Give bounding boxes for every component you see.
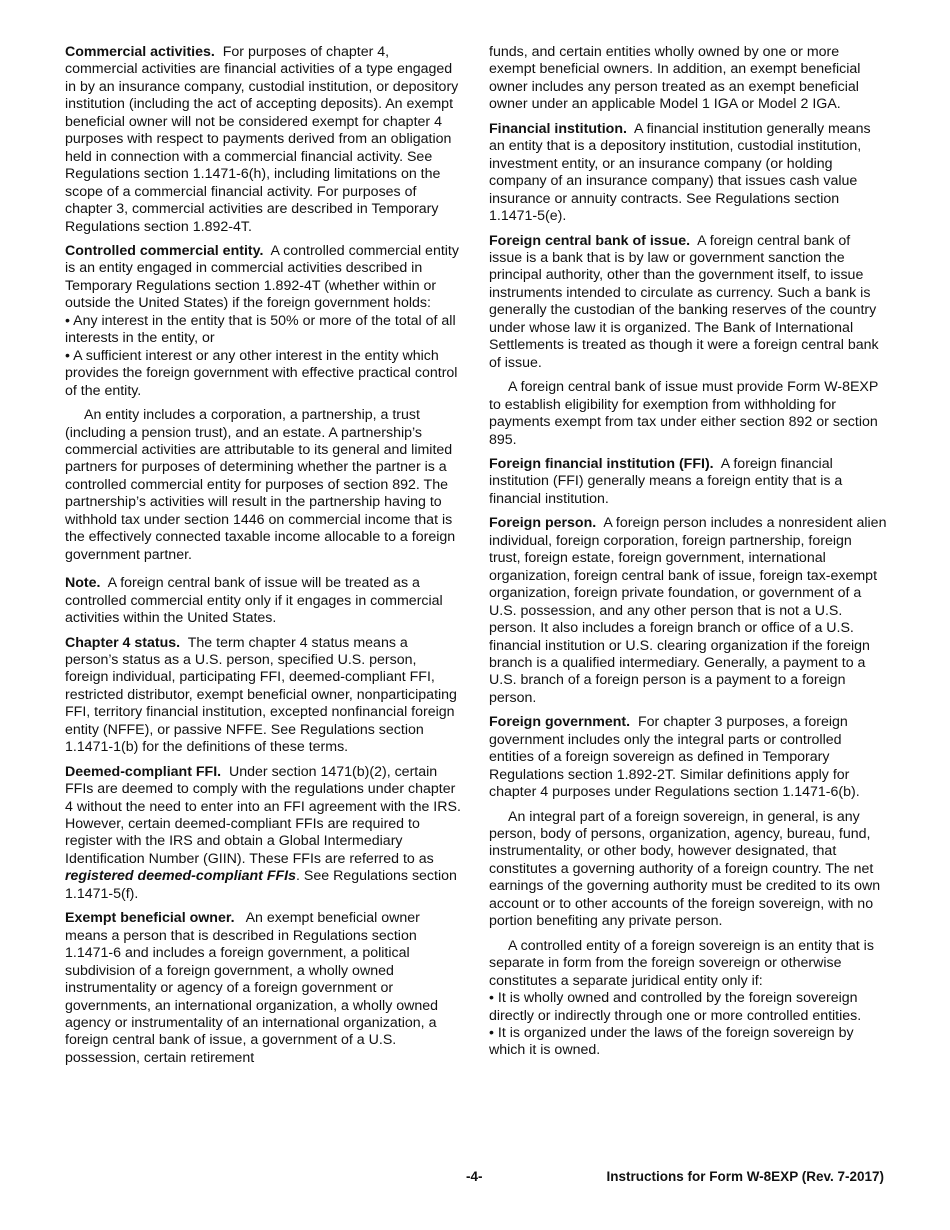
emphasis-text: registered deemed-compliant FFIs	[65, 868, 296, 885]
left-column	[65, 44, 463, 1074]
term-heading: Commercial activities.	[65, 44, 215, 60]
commercial-activities-entry	[65, 44, 463, 236]
entry-text-tail: . See Regulations section 1.1471-5(f).	[65, 868, 457, 902]
bullet-item: • It is wholly owned and controlled by the foreign sovereign directly or indirectly through one or more controlled entities.	[489, 990, 862, 1024]
entry-text: For chapter 3 purposes, a foreign government includes only the integral parts or controlled entities of a foreign sovereign as defined in Temporary Regulations section 1.892-2T. Similar definitions apply for chapter 4 purposes under Regulations section 1.1471-6(b).	[489, 714, 860, 801]
exempt-beneficial-owner-entry	[65, 910, 463, 1067]
term-heading: Foreign central bank of issue.	[489, 232, 691, 249]
term-heading: Chapter 4 status.	[65, 634, 181, 651]
entry-text: An exempt beneficial owner means a person that is described in Regulations section 1.1471-6 and includes a foreign government, a political subdivision of a foreign government, a wholly owned instrumentality or agency of a foreign government or governments, an international organization, a wholly owned agency or instrumentality of an international organization, a foreign central bank of issue, a government of a U.S. possession, certain retirement	[65, 910, 439, 1066]
foreign-government-entry	[489, 714, 887, 801]
foreign-person-entry	[489, 515, 887, 707]
bullet-item: • Any interest in the entity that is 50% or more of the total of all interests in the entity, or	[65, 312, 456, 347]
entry-text: A financial institution generally means an entity that is a depository institution, custodial institution, investment entity, or an insurance company (or holding company of an insurance company) that issues cash value insurance or annuity contracts. See Regulations section 1.1471-5(e).	[489, 120, 871, 225]
foreign-central-bank-entry	[489, 233, 887, 373]
page-number: -4-	[466, 1169, 483, 1184]
entry-text: The term chapter 4 status means a person’s status as a U.S. person, specified U.S. person, foreign individual, participating FFI, deemed-compliant FFI, restricted distributor, exempt beneficial owner, nonparticipating FFI, territory financial institution, excepted nonfinancial foreign entity (NFFE), or passive NFFE. See Regulations section 1.1471-1(b) for the definitions of these terms.	[65, 634, 457, 756]
paragraph: An integral part of a foreign sovereign, in general, is any person, body of persons, organization, agency, bureau, fund, instrumentality, or other body, however designated, that constitutes a governing authority of a foreign country. The net earnings of the governing authority must be credited to its own account or to other accounts of the foreign sovereign, with no portion benefiting any private person.	[489, 808, 881, 930]
ffi-entry	[489, 456, 887, 508]
right-column	[489, 44, 887, 1060]
term-heading: Controlled commercial entity.	[65, 242, 264, 259]
bullet-item: • It is organized under the laws of the foreign sovereign by which it is owned.	[489, 1025, 854, 1059]
chapter-4-status-entry	[65, 635, 463, 757]
term-heading: Foreign financial institution (FFI).	[489, 455, 714, 472]
entry-text: A controlled commercial entity is an entity engaged in commercial activities described in Temporary Regulations section 1.892-4T (whether within or outside the United States) if the foreign government holds:	[65, 242, 459, 312]
deemed-compliant-ffi-entry	[65, 764, 463, 904]
entry-text: A foreign person includes a nonresident alien individual, foreign corporation, foreign partnership, foreign trust, foreign estate, foreign government, international organization, foreign central bank of issue, foreign tax-exempt organization, foreign private foundation, or government of a U.S. possession, and any other person that is not a U.S. person. It also includes a foreign branch or office of a U.S. financial institution or U.S. clearing organization if the foreign branch is a qualified intermediary. Generally, a payment to a U.S. branch of a foreign person is a payment to a foreign person.	[489, 515, 887, 706]
entry-text: A foreign central bank of issue is a bank that is by law or government sanction the principal authority, other than the government itself, to issue instruments intended to circulate as currency. Such a bank is generally the custodian of the banking reserves of the country under whose law it is organized. The Bank of International Settlements is treated as though it were a foreign central bank of issue.	[489, 232, 879, 371]
term-heading: Foreign government.	[489, 714, 631, 731]
controlled-commercial-entity-entry	[65, 243, 463, 313]
term-heading: Exempt beneficial owner.	[65, 910, 235, 927]
term-heading: Foreign person.	[489, 515, 597, 532]
entry-text: A foreign central bank of issue will be treated as a controlled commercial entity only if it engages in commercial activities within the United States.	[65, 575, 443, 627]
note-heading: Note.	[65, 575, 101, 592]
paragraph: A foreign central bank of issue must provide Form W-8EXP to establish eligibility for exemption from withholding for payments exempt from tax under either section 892 or section 895.	[489, 379, 879, 448]
form-title: Instructions for Form W-8EXP (Rev. 7-2017)	[606, 1169, 884, 1184]
entry-text: Under section 1471(b)(2), certain FFIs are deemed to comply with the regulations under chapter 4 without the need to enter into an FFI agreement with the IRS. However, certain deemed-compliant FFIs are required to register with the IRS and obtain a Global Intermediary Identification Number (GIIN). These FFIs are referred to as	[65, 763, 461, 867]
note-entry	[65, 575, 463, 627]
entry-text: A foreign financial institution (FFI) generally means a foreign entity that is a financial institution.	[489, 455, 843, 507]
term-heading: Financial institution.	[489, 120, 627, 137]
entry-text: For purposes of chapter 4, commercial activities are financial activities of a type engaged in by an insurance company, custodial institution, or depository institution (including the act of accepting deposits). An exempt beneficial owner will not be considered exempt for chapter 4 purposes with respect to payments derived from an obligation held in connection with a commercial financial activity. See Regulations section 1.1471-6(h), including limitations on the scope of a commercial financial activity. For purposes of chapter 3, commercial activities are described in Temporary Regulations section 1.892-4T.	[65, 44, 459, 235]
continued-paragraph: funds, and certain entities wholly owned by one or more exempt beneficial owners. In addition, an exempt beneficial owner includes any person treated as an exempt beneficial owner under an applicable Model 1 IGA or Model 2 IGA.	[489, 44, 861, 113]
paragraph: A controlled entity of a foreign sovereign is an entity that is separate in form from the foreign sovereign or otherwise constitutes a separate juridical entity only if:	[489, 937, 874, 989]
term-heading: Deemed-compliant FFI.	[65, 763, 222, 780]
paragraph: An entity includes a corporation, a partnership, a trust (including a pension trust), and an estate. A partnership’s commercial activities are attributable to its general and limited partners for purposes of determining whether the partner is a controlled commercial entity for purposes of section 892. The partnership’s activities will result in the partnership having to withhold tax under section 1446 on commercial income that is the effectively connected taxable income allocable to a foreign government partner.	[65, 407, 456, 563]
financial-institution-entry	[489, 121, 887, 226]
bullet-item: • A sufficient interest or any other interest in the entity which provides the foreign government with effective practical control of the entity.	[65, 347, 458, 399]
